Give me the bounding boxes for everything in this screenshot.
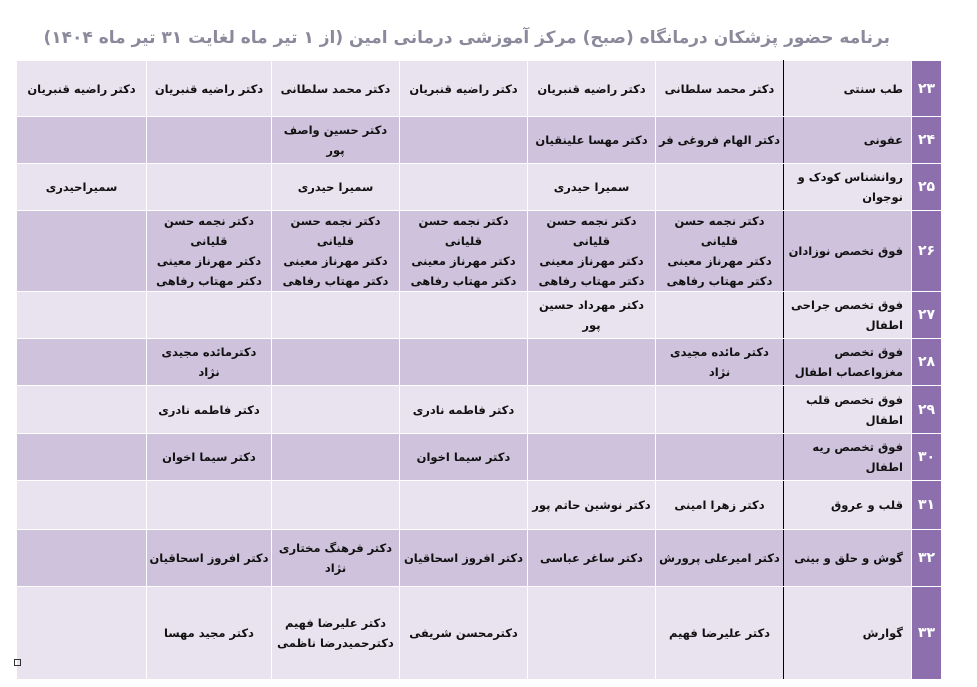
row-number: ۲۵ bbox=[912, 164, 942, 211]
doctor-name: دکتر افروز اسحاقیان bbox=[403, 551, 524, 565]
table-row bbox=[17, 530, 942, 587]
doctor-cell bbox=[656, 530, 784, 587]
doctor-cell bbox=[400, 164, 528, 211]
doctor-cell bbox=[656, 386, 784, 434]
doctor-name: دکتر ساغر عباسی bbox=[540, 551, 643, 565]
doctor-cell bbox=[400, 481, 528, 530]
doctor-cell bbox=[147, 530, 272, 587]
doctor-cell bbox=[400, 434, 528, 481]
doctor-cell bbox=[17, 386, 147, 434]
table-row bbox=[17, 164, 942, 211]
doctor-cell bbox=[528, 587, 656, 680]
doctor-cell bbox=[400, 292, 528, 339]
doctor-name: دکتر علیرضا فهیم bbox=[284, 616, 387, 630]
doctor-name: دکتر مهتاب رفاهی bbox=[666, 274, 773, 288]
row-number: ۲۷ bbox=[912, 292, 942, 339]
doctor-name: دکتر حسین واصف پور bbox=[283, 123, 388, 157]
row-number: ۲۴ bbox=[912, 117, 942, 164]
doctor-name: دکتر نجمه حسن قلیانی bbox=[290, 214, 381, 248]
specialty-cell: روانشناس کودک و نوجوان bbox=[784, 164, 912, 211]
doctor-name: دکتر مهتاب رفاهی bbox=[156, 274, 262, 288]
doctor-name: دکتر مهسا علینقیان bbox=[535, 133, 648, 147]
doctor-cell bbox=[17, 339, 147, 386]
table-row bbox=[17, 211, 942, 292]
doctor-cell bbox=[272, 117, 400, 164]
doctor-cell bbox=[528, 530, 656, 587]
doctor-cell bbox=[400, 211, 528, 292]
specialty-cell: فوق تخصص نوزادان bbox=[784, 211, 912, 292]
page-marker bbox=[14, 659, 21, 666]
doctor-cell bbox=[147, 386, 272, 434]
doctor-cell bbox=[656, 434, 784, 481]
specialty-cell: طب سنتی bbox=[784, 61, 912, 117]
specialty-cell: فوق تخصص قلب اطفال bbox=[784, 386, 912, 434]
doctor-cell bbox=[272, 434, 400, 481]
doctor-cell bbox=[528, 339, 656, 386]
row-number: ۳۰ bbox=[912, 434, 942, 481]
table-row bbox=[17, 292, 942, 339]
doctor-cell bbox=[147, 117, 272, 164]
doctor-cell bbox=[528, 386, 656, 434]
doctor-cell bbox=[147, 211, 272, 292]
doctor-cell bbox=[528, 61, 656, 117]
schedule-table bbox=[16, 60, 942, 680]
specialty-cell: گوارش bbox=[784, 587, 912, 680]
table-row bbox=[17, 481, 942, 530]
doctor-cell bbox=[656, 117, 784, 164]
doctor-cell bbox=[147, 61, 272, 117]
doctor-cell bbox=[528, 292, 656, 339]
doctor-name: دکتر مهرناز معینی bbox=[539, 254, 644, 268]
doctor-name: دکتر الهام فروغی فر bbox=[658, 133, 781, 147]
table-row bbox=[17, 339, 942, 386]
doctor-name: دکتر مهتاب رفاهی bbox=[282, 274, 389, 288]
doctor-cell bbox=[400, 386, 528, 434]
specialty-cell: گوش و حلق و بینی bbox=[784, 530, 912, 587]
doctor-cell bbox=[17, 530, 147, 587]
doctor-cell bbox=[17, 211, 147, 292]
doctor-cell bbox=[400, 117, 528, 164]
row-number: ۳۱ bbox=[912, 481, 942, 530]
doctor-name: دکتر نجمه حسن قلیانی bbox=[546, 214, 637, 248]
doctor-name: دکترمحسن شریفی bbox=[409, 626, 518, 640]
doctor-cell bbox=[528, 211, 656, 292]
row-number: ۲۹ bbox=[912, 386, 942, 434]
doctor-cell bbox=[272, 386, 400, 434]
doctor-name: دکتر افروز اسحاقیان bbox=[149, 551, 269, 565]
doctor-name: دکتر مهرداد حسین پور bbox=[538, 298, 645, 332]
doctor-name: دکتر مهرناز معینی bbox=[667, 254, 772, 268]
doctor-name: دکتر علیرضا فهیم bbox=[668, 626, 771, 640]
doctor-name: دکتر نجمه حسن قلیانی bbox=[418, 214, 509, 248]
specialty-cell: فوق تخصص مغزواعصاب اطفال bbox=[784, 339, 912, 386]
doctor-cell bbox=[17, 61, 147, 117]
doctor-name: دکتر فاطمه نادری bbox=[158, 402, 260, 417]
doctor-cell bbox=[17, 117, 147, 164]
doctor-cell bbox=[147, 481, 272, 530]
doctor-cell bbox=[272, 481, 400, 530]
row-number: ۳۳ bbox=[912, 587, 942, 680]
doctor-cell bbox=[528, 164, 656, 211]
doctor-cell bbox=[656, 292, 784, 339]
doctor-name: دکتر زهرا امینی bbox=[674, 498, 765, 512]
doctor-name: دکتر نجمه حسن قلیانی bbox=[674, 214, 765, 248]
doctor-name: دکتر نوشین حاتم پور bbox=[532, 498, 651, 512]
doctor-cell bbox=[272, 164, 400, 211]
doctor-name: دکتر فاطمه نادری bbox=[412, 402, 515, 417]
doctor-cell bbox=[656, 164, 784, 211]
page-title: برنامه حضور پزشکان درمانگاه (صبح) مرکز آموزشی درمانی امین (از ۱ تیر ماه لغایت ۳۱ تیر ماه ۱۴۰۴) bbox=[43, 28, 890, 48]
doctor-name: دکتر راضیه قنبریان bbox=[537, 81, 646, 96]
doctor-cell bbox=[17, 434, 147, 481]
doctor-name: دکتر مهرناز معینی bbox=[411, 254, 516, 268]
specialty-cell: قلب و عروق bbox=[784, 481, 912, 530]
doctor-cell bbox=[272, 292, 400, 339]
table-row bbox=[17, 386, 942, 434]
specialty-cell: فوق تخصص جراحی اطفال bbox=[784, 292, 912, 339]
doctor-cell bbox=[528, 434, 656, 481]
doctor-name: دکتر مهرناز معینی bbox=[283, 254, 388, 268]
doctor-name: سمیرا حیدری bbox=[553, 180, 630, 194]
doctor-cell bbox=[400, 530, 528, 587]
doctor-name: دکتر راضیه قنبریان bbox=[154, 81, 264, 96]
doctor-cell bbox=[400, 339, 528, 386]
doctor-cell bbox=[400, 587, 528, 680]
doctor-name: دکترحمیدرضا ناظمی bbox=[277, 636, 394, 650]
doctor-cell bbox=[147, 339, 272, 386]
row-number: ۳۲ bbox=[912, 530, 942, 587]
doctor-name: دکتر مهتاب رفاهی bbox=[538, 274, 645, 288]
doctor-cell bbox=[147, 587, 272, 680]
doctor-name: دکتر امیرعلی پرورش bbox=[659, 551, 780, 565]
doctor-name: دکتر مجید مهسا bbox=[164, 626, 254, 640]
doctor-name: دکتر محمد سلطانی bbox=[664, 81, 775, 96]
doctor-cell bbox=[147, 292, 272, 339]
doctor-name: دکتر مهتاب رفاهی bbox=[410, 274, 517, 288]
doctor-cell bbox=[656, 61, 784, 117]
table-row bbox=[17, 434, 942, 481]
specialty-cell: عفونی bbox=[784, 117, 912, 164]
table-row bbox=[17, 61, 942, 117]
row-number: ۲۳ bbox=[912, 61, 942, 117]
doctor-cell bbox=[272, 211, 400, 292]
doctor-name: دکتر راضیه قنبریان bbox=[27, 81, 136, 96]
doctor-cell bbox=[17, 292, 147, 339]
row-number: ۲۶ bbox=[912, 211, 942, 292]
doctor-cell bbox=[17, 587, 147, 680]
table-row bbox=[17, 587, 942, 680]
doctor-cell bbox=[272, 530, 400, 587]
doctor-name: سمیرا حیدری bbox=[297, 180, 374, 194]
doctor-cell bbox=[656, 587, 784, 680]
doctor-cell bbox=[656, 211, 784, 292]
doctor-cell bbox=[272, 61, 400, 117]
doctor-name: دکتر محمد سلطانی bbox=[280, 81, 391, 96]
row-number: ۲۸ bbox=[912, 339, 942, 386]
doctor-name: دکتر نجمه حسن قلیانی bbox=[163, 214, 255, 248]
doctor-name: دکترمائده مجیدی نژاد bbox=[161, 345, 257, 379]
doctor-cell bbox=[656, 481, 784, 530]
doctor-cell bbox=[17, 164, 147, 211]
doctor-cell bbox=[528, 481, 656, 530]
doctor-name: دکتر سیما اخوان bbox=[416, 450, 511, 464]
doctor-cell bbox=[400, 61, 528, 117]
table-row bbox=[17, 117, 942, 164]
doctor-cell bbox=[147, 164, 272, 211]
doctor-name: دکتر فرهنگ مختاری نژاد bbox=[278, 541, 393, 575]
doctor-cell bbox=[272, 587, 400, 680]
doctor-cell bbox=[656, 339, 784, 386]
specialty-cell: فوق تخصص ریه اطفال bbox=[784, 434, 912, 481]
doctor-name: دکتر مائده مجیدی نژاد bbox=[670, 345, 769, 379]
doctor-cell bbox=[528, 117, 656, 164]
doctor-name: دکتر راضیه قنبریان bbox=[409, 81, 518, 96]
doctor-name: دکتر مهرناز معینی bbox=[156, 254, 262, 268]
doctor-name: دکتر سیما اخوان bbox=[162, 450, 256, 464]
doctor-name: سمیراحیدری bbox=[45, 180, 118, 194]
doctor-cell bbox=[147, 434, 272, 481]
doctor-cell bbox=[272, 339, 400, 386]
doctor-cell bbox=[17, 481, 147, 530]
